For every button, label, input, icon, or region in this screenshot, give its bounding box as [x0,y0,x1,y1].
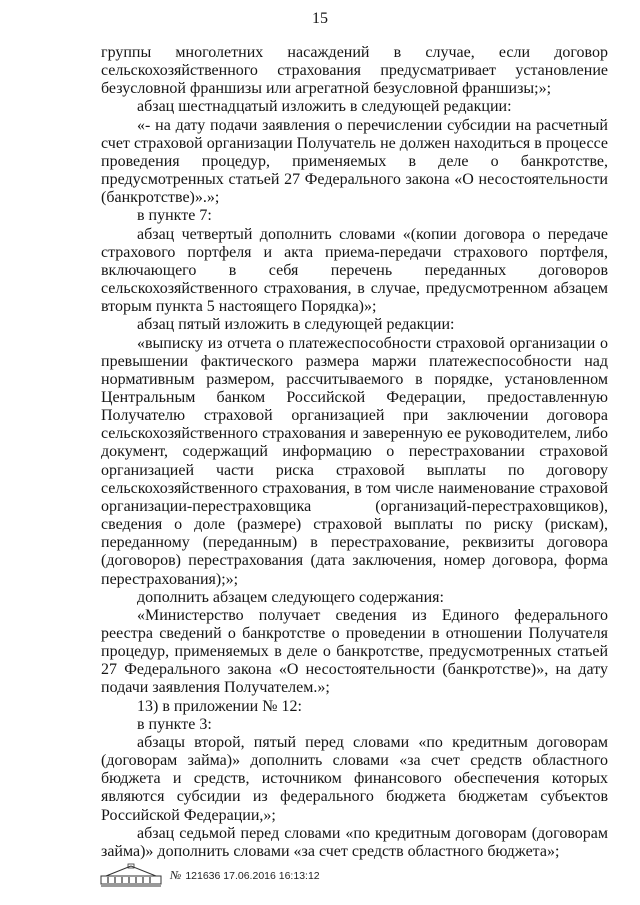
registration-stamp-text: 121636 17.06.2016 16:13:12 [185,869,320,882]
document-footer [100,862,320,888]
registration-mark: № [170,867,182,882]
page-number: 15 [312,10,328,27]
paragraph-amendment-instruction: абзац четвертый дополнить словами «(копии договора о передаче страхового портфеля и акта приема-передачи страхового портфеля, включающего в себя перечень переданных договоров сельскохозяйственного страхования, в случае, предусмотренном абзацем вторым пункта 5 настоящего Порядка)»; [101,225,608,316]
paragraph-amendment-instruction: дополнить абзацем следующего содержания: [137,588,444,606]
paragraph-clause-heading: в пункте 3: [137,715,212,733]
document-body [101,44,608,861]
paragraph-amendment-text: «- на дату подачи заявления о перечислении субсидии на расчетный счет страховой организации Получатель не должен находиться в процессе проведения процедур, применяемых в деле о банкротстве, предусмотренных статьей 27 Федерального закона «О несостоятельности (банкротстве)».»; [101,116,608,207]
paragraph-amendment-text: «выписку из отчета о платежеспособности страховой организации о превышении фактического размера маржи платежеспособности над нормативным размером, рассчитываемого в порядке, установленном Центральным банком Российской Федерации, предоставленную Получателю страховой организацией при заключении договора сельскохозяйственного страхования и заверенную ее руководителем, либо документ, содержащий информацию о перестраховании страховой организацией части риска страховой выплаты по договору сельскохозяйственного страхования, в том числе наименование страховой организации-перестраховщика (организаций-перестраховщиков), сведения о доле (размере) страховой выплаты по риску (рискам), переданному (переданным) в перестрахование, реквизиты договора (договоров) перестрахования (дата заключения, номер договора, форма перестрахования);»; [101,334,608,588]
paragraph-amendment-instruction: абзац шестнадцатый изложить в следующей редакции: [137,98,512,116]
paragraph-amendment-text: «Министерство получает сведения из Единого федерального реестра сведений о банкротстве о проведении в отношении Получателя процедур, применяемых в деле о банкротстве, предусмотренных статьей 27 Федерального закона «О несостоятельности (банкротстве)», на дату подачи заявления Получателем.»; [101,606,608,697]
paragraph-amendment-instruction: абзац седьмой перед словами «по кредитным договорам (договорам займа)» дополнить словами «за счет средств областного бюджета»; [101,824,608,860]
paragraph-amendment-instruction: абзацы второй, пятый перед словами «по кредитным договорам (договорам займа)» дополнить словами «за счет средств областного бюджета и средств, источником финансового обеспечения которых являются субсидии из федерального бюджета бюджетам субъектов Российской Федерации,»; [101,733,608,824]
building-seal-icon [100,863,162,887]
paragraph-continuation: группы многолетних насаждений в случае, если договор сельскохозяйственного страхования предусматривает установление безусловной франшизы или агрегатной безусловной франшизы;»; [101,44,608,98]
paragraph-amendment-instruction: абзац пятый изложить в следующей редакции: [137,316,455,334]
registration-stamp [170,868,320,883]
paragraph-clause-heading: в пункте 7: [137,207,212,225]
paragraph-appendix-heading: 13) в приложении № 12: [137,697,302,715]
